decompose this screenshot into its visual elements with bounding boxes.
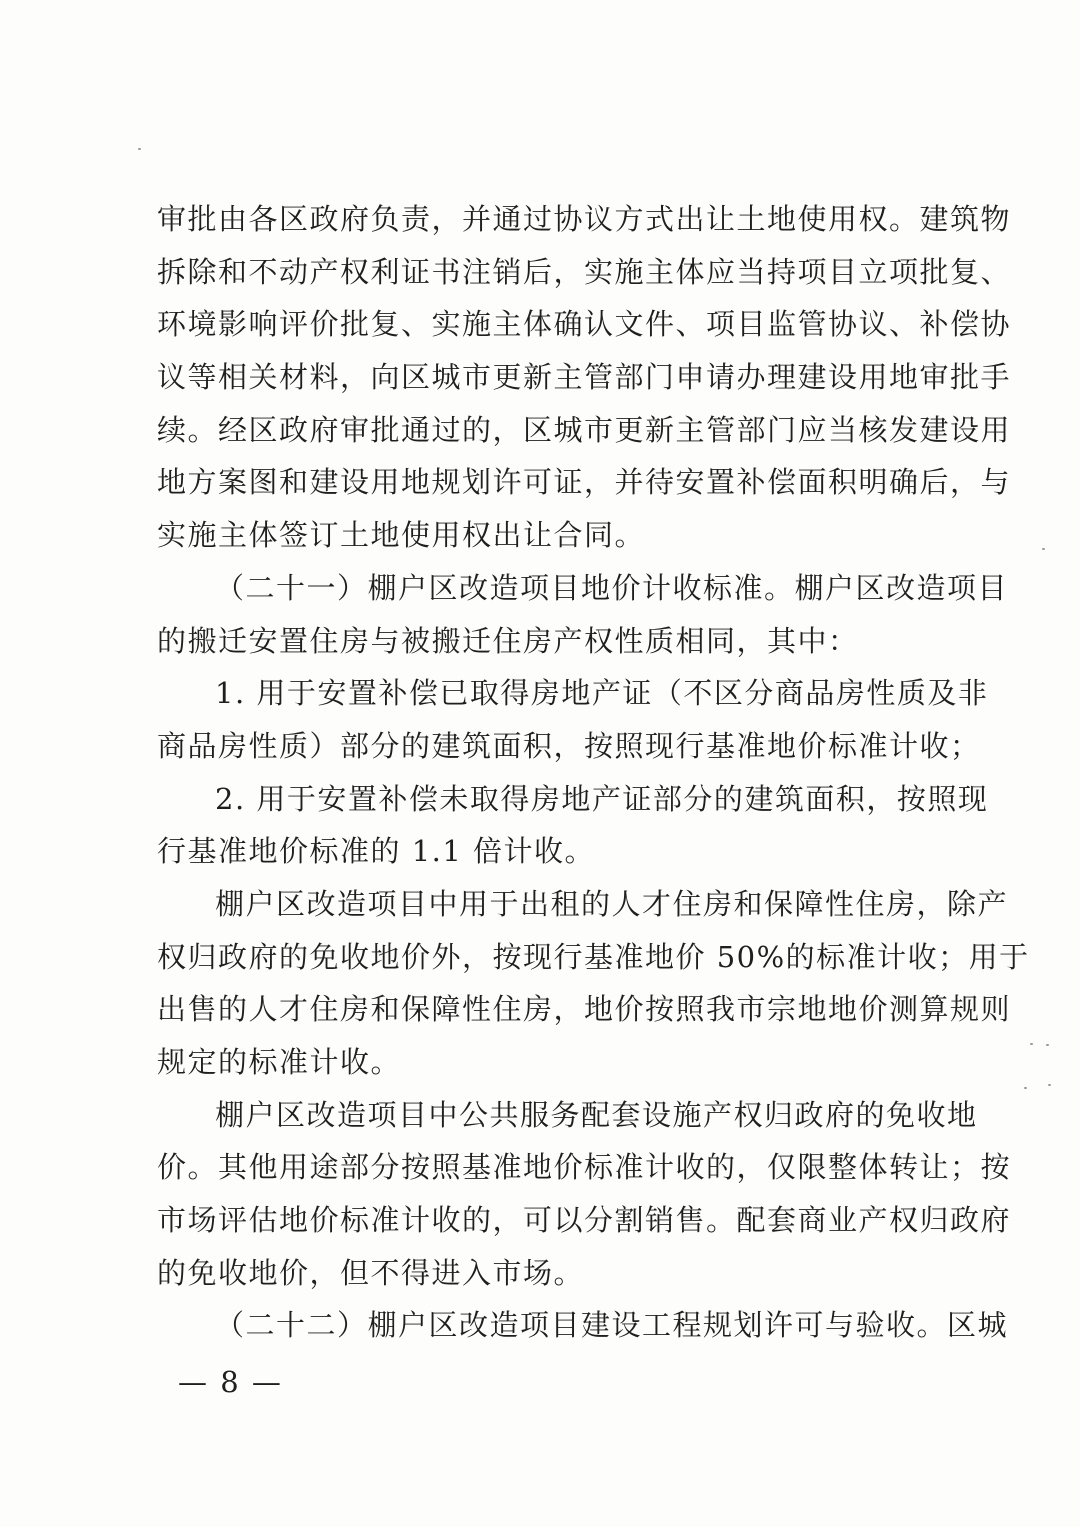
text-line: 商品房性质）部分的建筑面积，按照现行基准地价标准计收；: [157, 728, 981, 763]
scan-speck: [1048, 1084, 1051, 1086]
section-heading-22: （二十二）棚户区改造项目建设工程规划许可与验收。区城: [215, 1308, 1009, 1343]
scan-speck: [1046, 1044, 1049, 1046]
text-line: 的搬迁安置住房与被搬迁住房产权性质相同，其中：: [157, 623, 859, 658]
page-number: — 8 —: [178, 1365, 283, 1399]
text-line: 的免收地价，但不得进入市场。: [157, 1255, 585, 1290]
text-line: 棚户区改造项目中用于出租的人才住房和保障性住房，除产: [215, 886, 1009, 921]
text-line: 行基准地价标准的 1.1 倍计收。: [157, 834, 596, 869]
text-line: 出售的人才住房和保障性住房，地价按照我市宗地地价测算规则: [157, 992, 1012, 1027]
text-line: 拆除和不动产权利证书注销后，实施主体应当持项目立项批复、: [157, 254, 1012, 289]
text-line: 环境影响评价批复、实施主体确认文件、项目监管协议、补偿协: [157, 307, 1012, 342]
text-line: 地方案图和建设用地规划许可证，并待安置补偿面积明确后，与: [157, 465, 1012, 500]
text-line: 议等相关材料，向区城市更新主管部门申请办理建设用地审批手: [157, 360, 1012, 395]
scan-speck: [138, 148, 141, 150]
section-heading-21: （二十一）棚户区改造项目地价计收标准。棚户区改造项目: [215, 570, 1009, 605]
text-line: 实施主体签订土地使用权出让合同。: [157, 518, 646, 553]
text-line: 市场评估地价标准计收的，可以分割销售。配套商业产权归政府: [157, 1203, 1012, 1238]
text-line: 续。经区政府审批通过的，区城市更新主管部门应当核发建设用: [157, 412, 1012, 447]
text-line: 棚户区改造项目中公共服务配套设施产权归政府的免收地: [215, 1097, 978, 1132]
scan-speck: [1030, 1043, 1033, 1045]
scan-speck: [1024, 1087, 1027, 1089]
scan-speck: [1042, 548, 1045, 550]
list-item-2: 2. 用于安置补偿未取得房地产证部分的建筑面积，按照现: [215, 781, 989, 816]
text-line: 规定的标准计收。: [157, 1045, 402, 1079]
text-line: 价。其他用途部分按照基准地价标准计收的，仅限整体转让；按: [157, 1150, 1012, 1185]
text-line: 审批由各区政府负责，并通过协议方式出让土地使用权。建筑物: [157, 202, 1012, 236]
document-body: [157, 193, 1030, 1352]
list-item-1: 1. 用于安置补偿已取得房地产证（不区分商品房性质及非: [215, 676, 989, 711]
text-line: 权归政府的免收地价外，按现行基准地价 50%的标准计收；用于: [157, 939, 1030, 974]
